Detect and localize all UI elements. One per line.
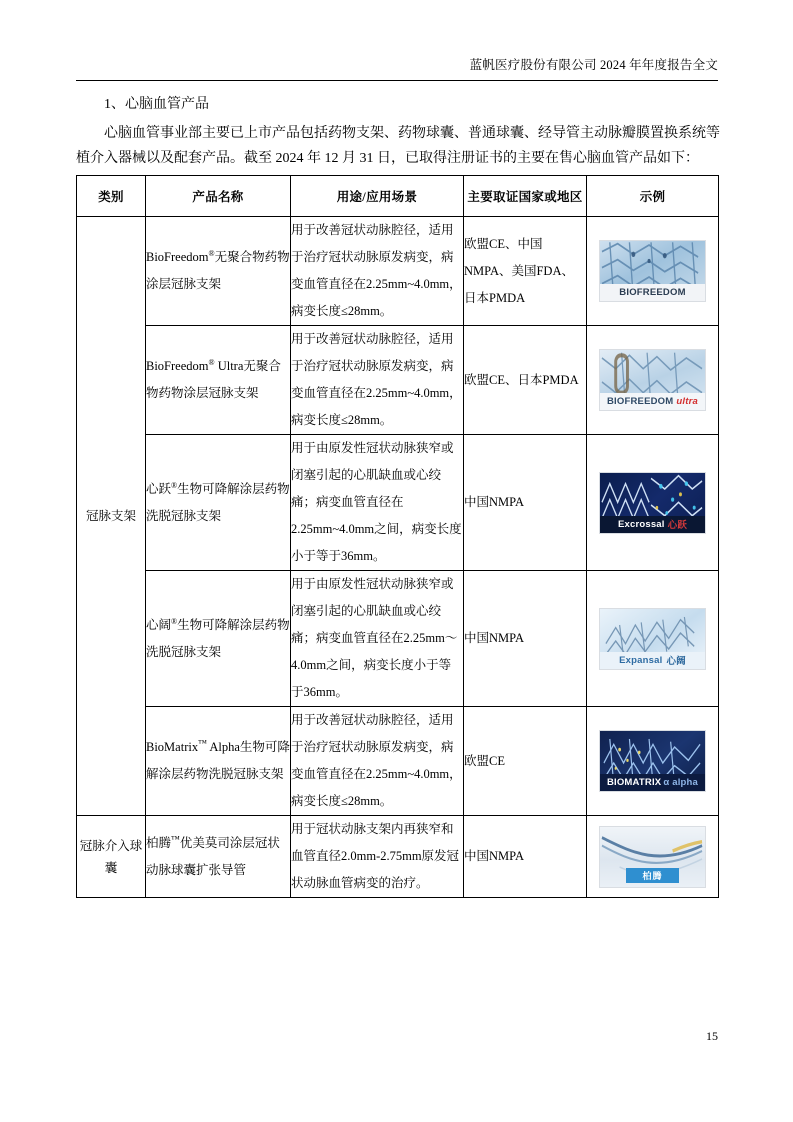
product-image-botent-catheter <box>599 826 706 888</box>
cell-example <box>587 326 719 435</box>
running-header: 蓝帆医疗股份有限公司 2024 年年度报告全文 <box>469 58 718 72</box>
column-header-usage: 用途/应用场景 <box>291 176 464 217</box>
cell-usage: 用于改善冠状动脉腔径，适用于治疗冠状动脉原发病变，病变血管直径在2.25mm~4.0mm，病变长度≤28mm。 <box>291 217 464 326</box>
cell-usage: 用于改善冠状动脉腔径，适用于治疗冠状动脉原发病变，病变血管直径在2.25mm~4.0mm，病变长度≤28mm。 <box>291 326 464 435</box>
trademark-mark: ™ <box>171 833 180 844</box>
registered-mark: ® <box>208 248 215 258</box>
cell-example <box>587 435 719 571</box>
logo-text: BIOFREEDOM <box>607 396 674 407</box>
product-name-base: 心阔 <box>146 617 172 632</box>
product-image-excrossal <box>599 472 706 534</box>
logo-text: Excrossal <box>617 518 665 530</box>
logo-text: 柏腾 <box>626 868 678 883</box>
header-divider <box>76 80 718 81</box>
cell-region: 欧盟CE <box>464 707 587 816</box>
cell-usage: 用于改善冠状动脉腔径，适用于治疗冠状动脉原发病变，病变血管直径在2.25mm~4.0mm，病变长度≤28mm。 <box>291 707 464 816</box>
product-logo-label <box>600 516 705 533</box>
product-logo-label <box>600 867 705 884</box>
logo-accent-text: α alpha <box>663 777 699 788</box>
logo-accent-text: 心跃 <box>667 520 688 531</box>
registered-mark: ® <box>208 357 215 367</box>
table-row <box>77 435 719 571</box>
column-header-category: 类别 <box>77 176 146 217</box>
column-header-example: 示例 <box>587 176 719 217</box>
table-row <box>77 326 719 435</box>
table-row <box>77 217 719 326</box>
cell-product-name <box>146 707 291 816</box>
cell-usage: 用于冠状动脉支架内再狭窄和血管直径2.0mm-2.75mm原发冠状动脉血管病变的治疗。 <box>291 816 464 898</box>
product-image-expansal <box>599 608 706 670</box>
product-name-suffix: Alpha生物可降解涂层药物洗脱冠脉支架 <box>146 740 290 781</box>
column-header-product-name: 产品名称 <box>146 176 291 217</box>
table-row <box>77 816 719 898</box>
registered-mark: ® <box>171 616 178 626</box>
cell-product-name <box>146 435 291 571</box>
cell-product-name <box>146 816 291 898</box>
product-logo-label <box>600 284 705 301</box>
product-name-suffix: 优美莫司涂层冠状动脉球囊扩张导管 <box>146 835 280 877</box>
cell-usage: 用于由原发性冠状动脉狭窄或闭塞引起的心肌缺血或心绞痛；病变血管直径在2.25mm~4.0mm之间，病变长度小于等于36mm。 <box>291 435 464 571</box>
logo-text: BIOFREEDOM <box>619 287 686 298</box>
product-name-base: BioMatrix <box>146 740 199 754</box>
cell-example <box>587 816 719 898</box>
cell-usage: 用于由原发性冠状动脉狭窄或闭塞引起的心肌缺血或心绞痛；病变血管直径在2.25mm～4.0mm之间，病变长度小于等于36mm。 <box>291 571 464 707</box>
cell-product-name <box>146 571 291 707</box>
page-number: 15 <box>706 1029 718 1043</box>
product-table <box>76 175 719 898</box>
cell-example <box>587 217 719 326</box>
cell-region: 中国NMPA <box>464 571 587 707</box>
product-logo-label <box>600 774 705 791</box>
product-logo-label <box>600 393 705 410</box>
product-image-biofreedom <box>599 240 706 302</box>
product-name-suffix: 无聚合物药物涂层冠脉支架 <box>146 250 290 291</box>
product-name-base: BioFreedom <box>146 359 209 373</box>
cell-region: 欧盟CE、中国NMPA、美国FDA、日本PMDA <box>464 217 587 326</box>
cell-category-balloon: 冠脉介入球囊 <box>77 816 146 898</box>
product-name-suffix: 生物可降解涂层药物洗脱冠脉支架 <box>146 481 290 523</box>
product-image-biomatrix-alpha <box>599 730 706 792</box>
cell-category-stent: 冠脉支架 <box>77 217 146 816</box>
trademark-mark: ™ <box>198 737 207 748</box>
table-header-row <box>77 176 719 217</box>
product-name-suffix: 生物可降解涂层药物洗脱冠脉支架 <box>146 617 290 659</box>
product-name-suffix: Ultra无聚合物药物涂层冠脉支架 <box>146 359 281 400</box>
cell-region: 中国NMPA <box>464 816 587 898</box>
cell-region: 中国NMPA <box>464 435 587 571</box>
cell-example <box>587 707 719 816</box>
logo-accent-text: ultra <box>676 396 698 407</box>
logo-accent-text: 心阔 <box>666 656 686 667</box>
cell-product-name <box>146 326 291 435</box>
product-name-base: 心跃 <box>146 481 172 496</box>
table-row <box>77 707 719 816</box>
registered-mark: ® <box>171 480 178 490</box>
section-heading: 1、心脑血管产品 <box>104 97 209 112</box>
product-name-base: 柏腾 <box>146 835 172 850</box>
product-name-base: BioFreedom <box>146 250 209 264</box>
table-row <box>77 571 719 707</box>
logo-text: Expansal <box>619 654 663 666</box>
cell-example <box>587 571 719 707</box>
intro-paragraph: 心脑血管事业部主要已上市产品包括药物支架、药物球囊、普通球囊、经导管主动脉瓣膜置换系统等植介入器械以及配套产品。截至 2024 年 12 月 31 日，已取得注册证书的主要在售心脑血管产品如下： <box>76 126 720 166</box>
logo-text: BIOMATRIX <box>606 777 662 788</box>
product-image-biofreedom-ultra <box>599 349 706 411</box>
product-logo-label <box>600 652 705 669</box>
cell-product-name <box>146 217 291 326</box>
column-header-region: 主要取证国家或地区 <box>464 176 587 217</box>
cell-region: 欧盟CE、日本PMDA <box>464 326 587 435</box>
